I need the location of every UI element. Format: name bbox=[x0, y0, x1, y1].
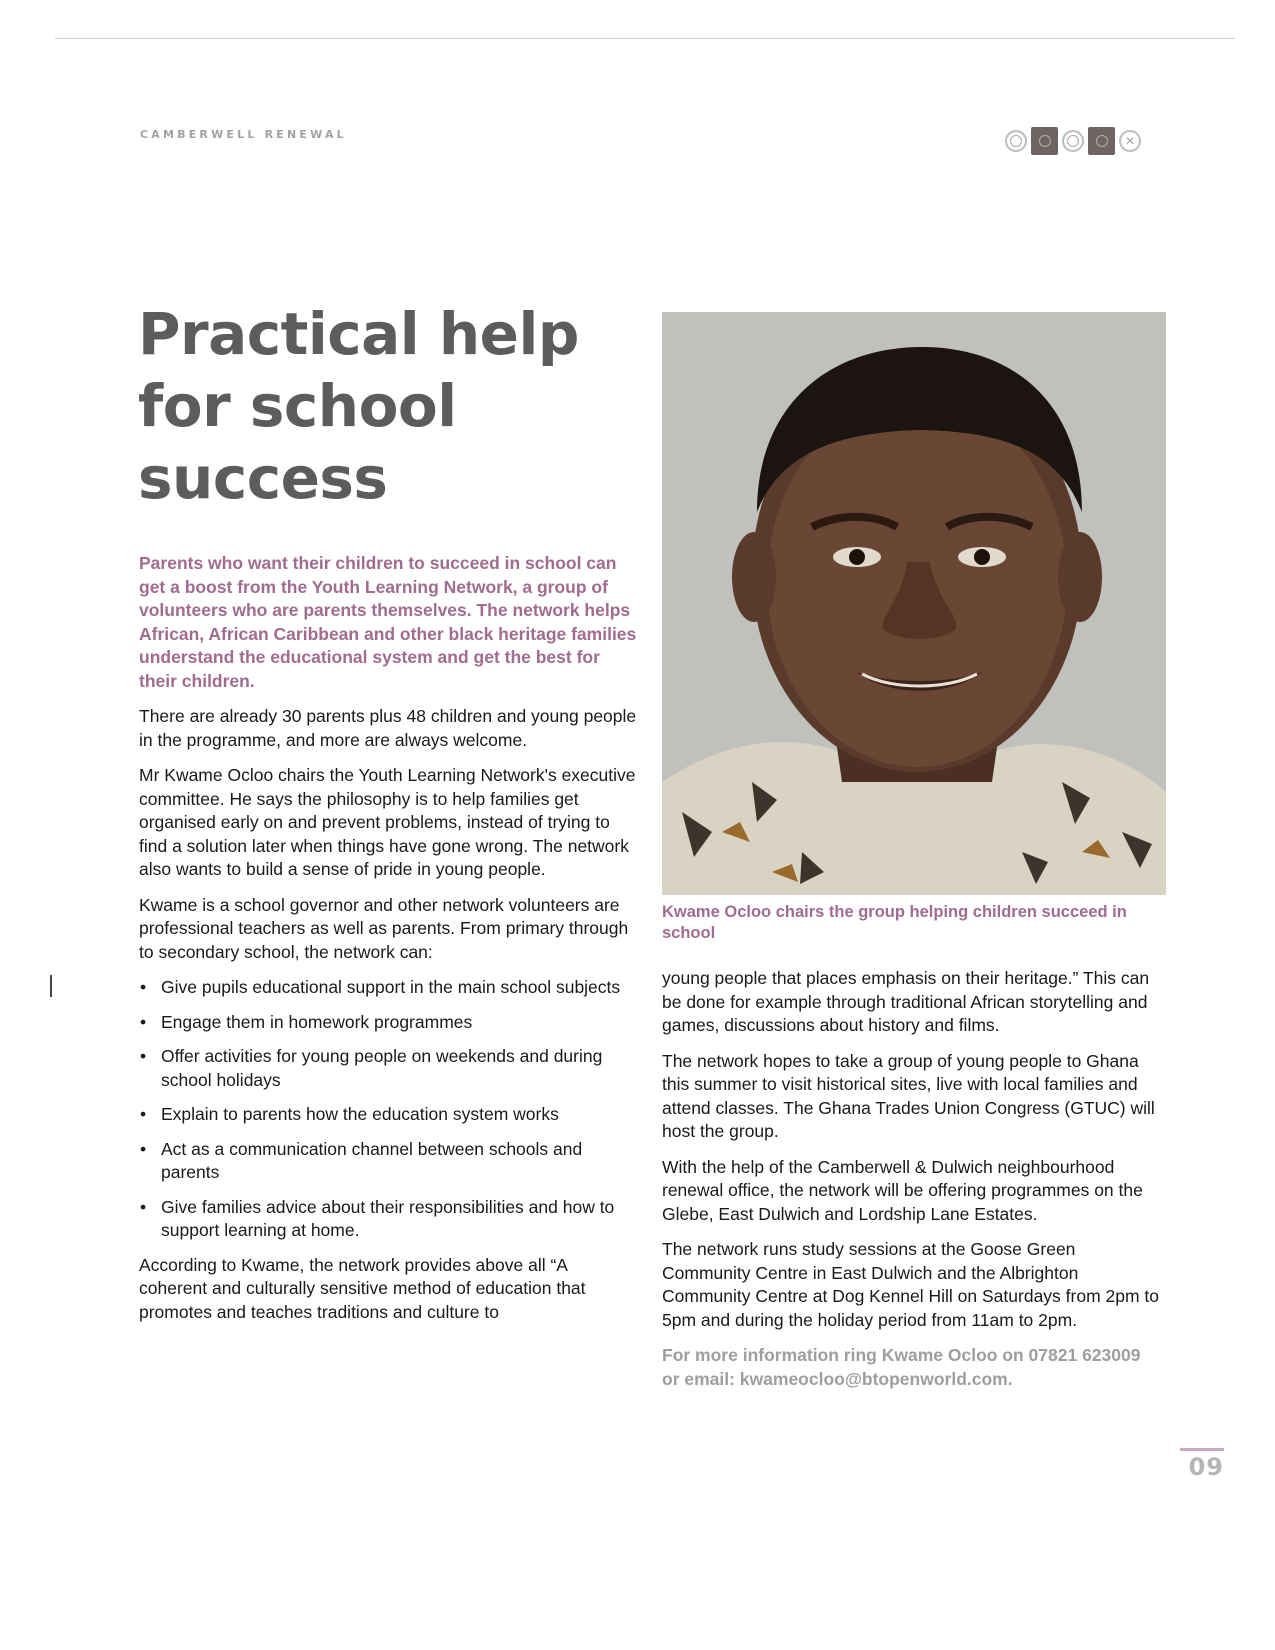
portrait-photo bbox=[662, 312, 1166, 895]
list-item: • Act as a communication channel between schools and parents bbox=[139, 1138, 639, 1185]
list-item: • Give pupils educational support in the main school subjects bbox=[139, 976, 639, 1000]
portrait-illustration bbox=[662, 312, 1166, 895]
crossed-circle-icon: ✕ bbox=[1119, 130, 1141, 152]
right-column bbox=[662, 967, 1162, 1403]
body-paragraph: According to Kwame, the network provides above all “A coherent and culturally sensitive method of education that promotes and teaches traditions and culture to bbox=[139, 1254, 586, 1322]
round-symbol-icon bbox=[1062, 130, 1084, 152]
section-label: CAMBERWELL RENEWAL bbox=[140, 128, 347, 141]
lead-paragraph: Parents who want their children to succeed in school can get a boost from the Youth Learning Network, a group of volunteers who are parents themselves. The network helps African, African Caribbean and other black heritage families understand the educational system and get the best for their children. bbox=[139, 553, 637, 691]
body-paragraph: Mr Kwame Ocloo chairs the Youth Learning Network's executive committee. He says the philosophy is to help families get organised early on and prevent problems, instead of trying to find a solution later when things have gone wrong. The network also wants to build a sense of pride in young people. bbox=[139, 765, 636, 879]
top-rule bbox=[55, 38, 1235, 39]
body-paragraph: With the help of the Camberwell & Dulwich neighbourhood renewal office, the network will be offering programmes on the Glebe, East Dulwich and Lordship Lane Estates. bbox=[662, 1156, 1143, 1224]
list-item: • Offer activities for young people on weekends and during school holidays bbox=[139, 1045, 639, 1092]
scan-mark bbox=[50, 975, 52, 997]
body-paragraph: The network hopes to take a group of young people to Ghana this summer to visit historical sites, live with local families and attend classes. The Ghana Trades Union Congress (GTUC) will host the group. bbox=[662, 1050, 1155, 1141]
contact-info: For more information ring Kwame Ocloo on 07821 623009 or email: kwameocloo@btopenworld.com. bbox=[662, 1345, 1141, 1389]
list-item: • Explain to parents how the education system works bbox=[139, 1103, 639, 1127]
services-list bbox=[139, 976, 639, 1243]
photo-caption: Kwame Ocloo chairs the group helping children succeed in school bbox=[662, 903, 1127, 942]
list-item: • Engage them in homework programmes bbox=[139, 1011, 639, 1035]
body-paragraph: young people that places emphasis on their heritage.” This can be done for example through traditional African storytelling and games, discussions about history and films. bbox=[662, 968, 1150, 1035]
page-number: 09 bbox=[1180, 1448, 1224, 1481]
list-item: • Give families advice about their responsibilities and how to support learning at home. bbox=[139, 1196, 639, 1243]
square-symbol-icon bbox=[1088, 127, 1115, 155]
article-title: Practical help for school success bbox=[138, 300, 579, 512]
left-column bbox=[139, 552, 639, 1336]
body-paragraph: There are already 30 parents plus 48 children and young people in the programme, and more are always welcome. bbox=[139, 706, 637, 750]
round-symbol-icon bbox=[1005, 130, 1027, 152]
body-paragraph: Kwame is a school governor and other network volunteers are professional teachers as well as parents. From primary through to secondary school, the network can: bbox=[139, 894, 629, 962]
body-paragraph: The network runs study sessions at the Goose Green Community Centre in East Dulwich and the Albrighton Community Centre at Dog Kennel Hill on Saturdays from 2pm to 5pm and during the holiday period from 11am to 2pm. bbox=[662, 1239, 1160, 1330]
square-symbol-icon bbox=[1031, 127, 1058, 155]
section-icons bbox=[1005, 127, 1141, 155]
